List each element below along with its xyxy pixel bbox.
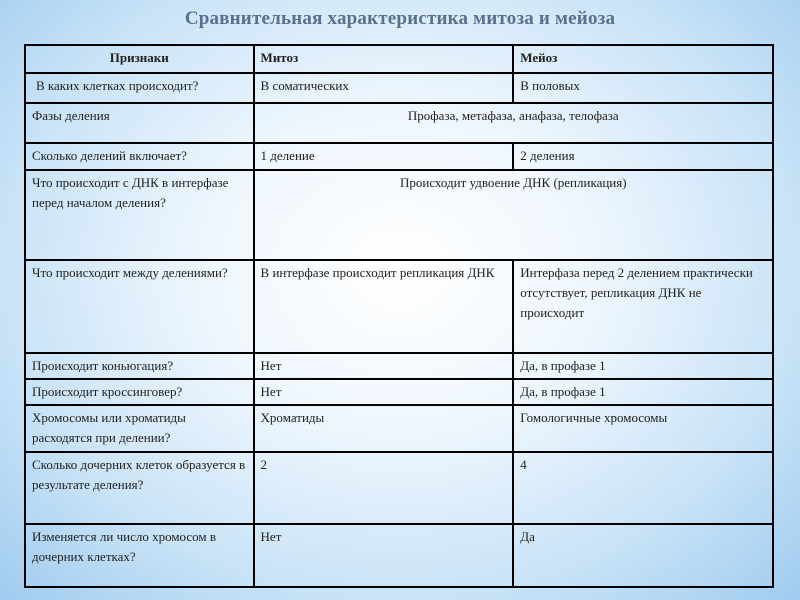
- meiosis-cell: Да, в профазе 1: [513, 379, 773, 405]
- slide-title: Сравнительная характеристика митоза и мейоза: [184, 8, 616, 29]
- mitosis-cell: Нет: [254, 353, 514, 379]
- table-row: [25, 405, 773, 452]
- table-row: [25, 379, 773, 405]
- feature-cell: Изменяется ли число хромосом в дочерних клетках?: [25, 524, 254, 587]
- feature-cell: Хромосомы или хроматиды расходятся при делении?: [25, 405, 254, 452]
- meiosis-cell: Да: [513, 524, 773, 587]
- meiosis-cell: 2 деления: [513, 143, 773, 170]
- table-row: [25, 143, 773, 170]
- table-row: [25, 260, 773, 353]
- header-meiosis: Мейоз: [513, 45, 773, 73]
- merged-cell: Профаза, метафаза, анафаза, телофаза: [254, 103, 773, 143]
- mitosis-cell: 1 деление: [254, 143, 514, 170]
- mitosis-cell: В интерфазе происходит репликация ДНК: [254, 260, 514, 353]
- mitosis-cell: Нет: [254, 524, 514, 587]
- meiosis-cell: 4: [513, 452, 773, 524]
- feature-cell: Что происходит между делениями?: [25, 260, 254, 353]
- meiosis-cell: Гомологичные хромосомы: [513, 405, 773, 452]
- mitosis-cell: В соматических: [254, 73, 514, 103]
- table-row: [25, 103, 773, 143]
- feature-cell: Что происходит с ДНК в интерфазе перед началом деления?: [25, 170, 254, 260]
- feature-cell: Сколько делений включает?: [25, 143, 254, 170]
- header-features: Признаки: [25, 45, 254, 73]
- mitosis-cell: Нет: [254, 379, 514, 405]
- feature-cell: Сколько дочерних клеток образуется в результате деления?: [25, 452, 254, 524]
- meiosis-cell: Интерфаза перед 2 делением практически отсутствует, репликация ДНК не происходит: [513, 260, 773, 353]
- table-row: [25, 170, 773, 260]
- table-row: [25, 353, 773, 379]
- feature-cell: Фазы деления: [25, 103, 254, 143]
- table-row: [25, 524, 773, 587]
- feature-cell: Происходит коньюгация?: [25, 353, 254, 379]
- feature-cell: В каких клетках происходит?: [25, 73, 254, 103]
- mitosis-cell: 2: [254, 452, 514, 524]
- feature-cell: Происходит кроссинговер?: [25, 379, 254, 405]
- comparison-table: [24, 44, 774, 588]
- meiosis-cell: Да, в профазе 1: [513, 353, 773, 379]
- header-mitosis: Митоз: [254, 45, 514, 73]
- mitosis-cell: Хроматиды: [254, 405, 514, 452]
- table-row: [25, 452, 773, 524]
- table-header-row: [25, 45, 773, 73]
- meiosis-cell: В половых: [513, 73, 773, 103]
- merged-cell: Происходит удвоение ДНК (репликация): [254, 170, 773, 260]
- table-row: [25, 73, 773, 103]
